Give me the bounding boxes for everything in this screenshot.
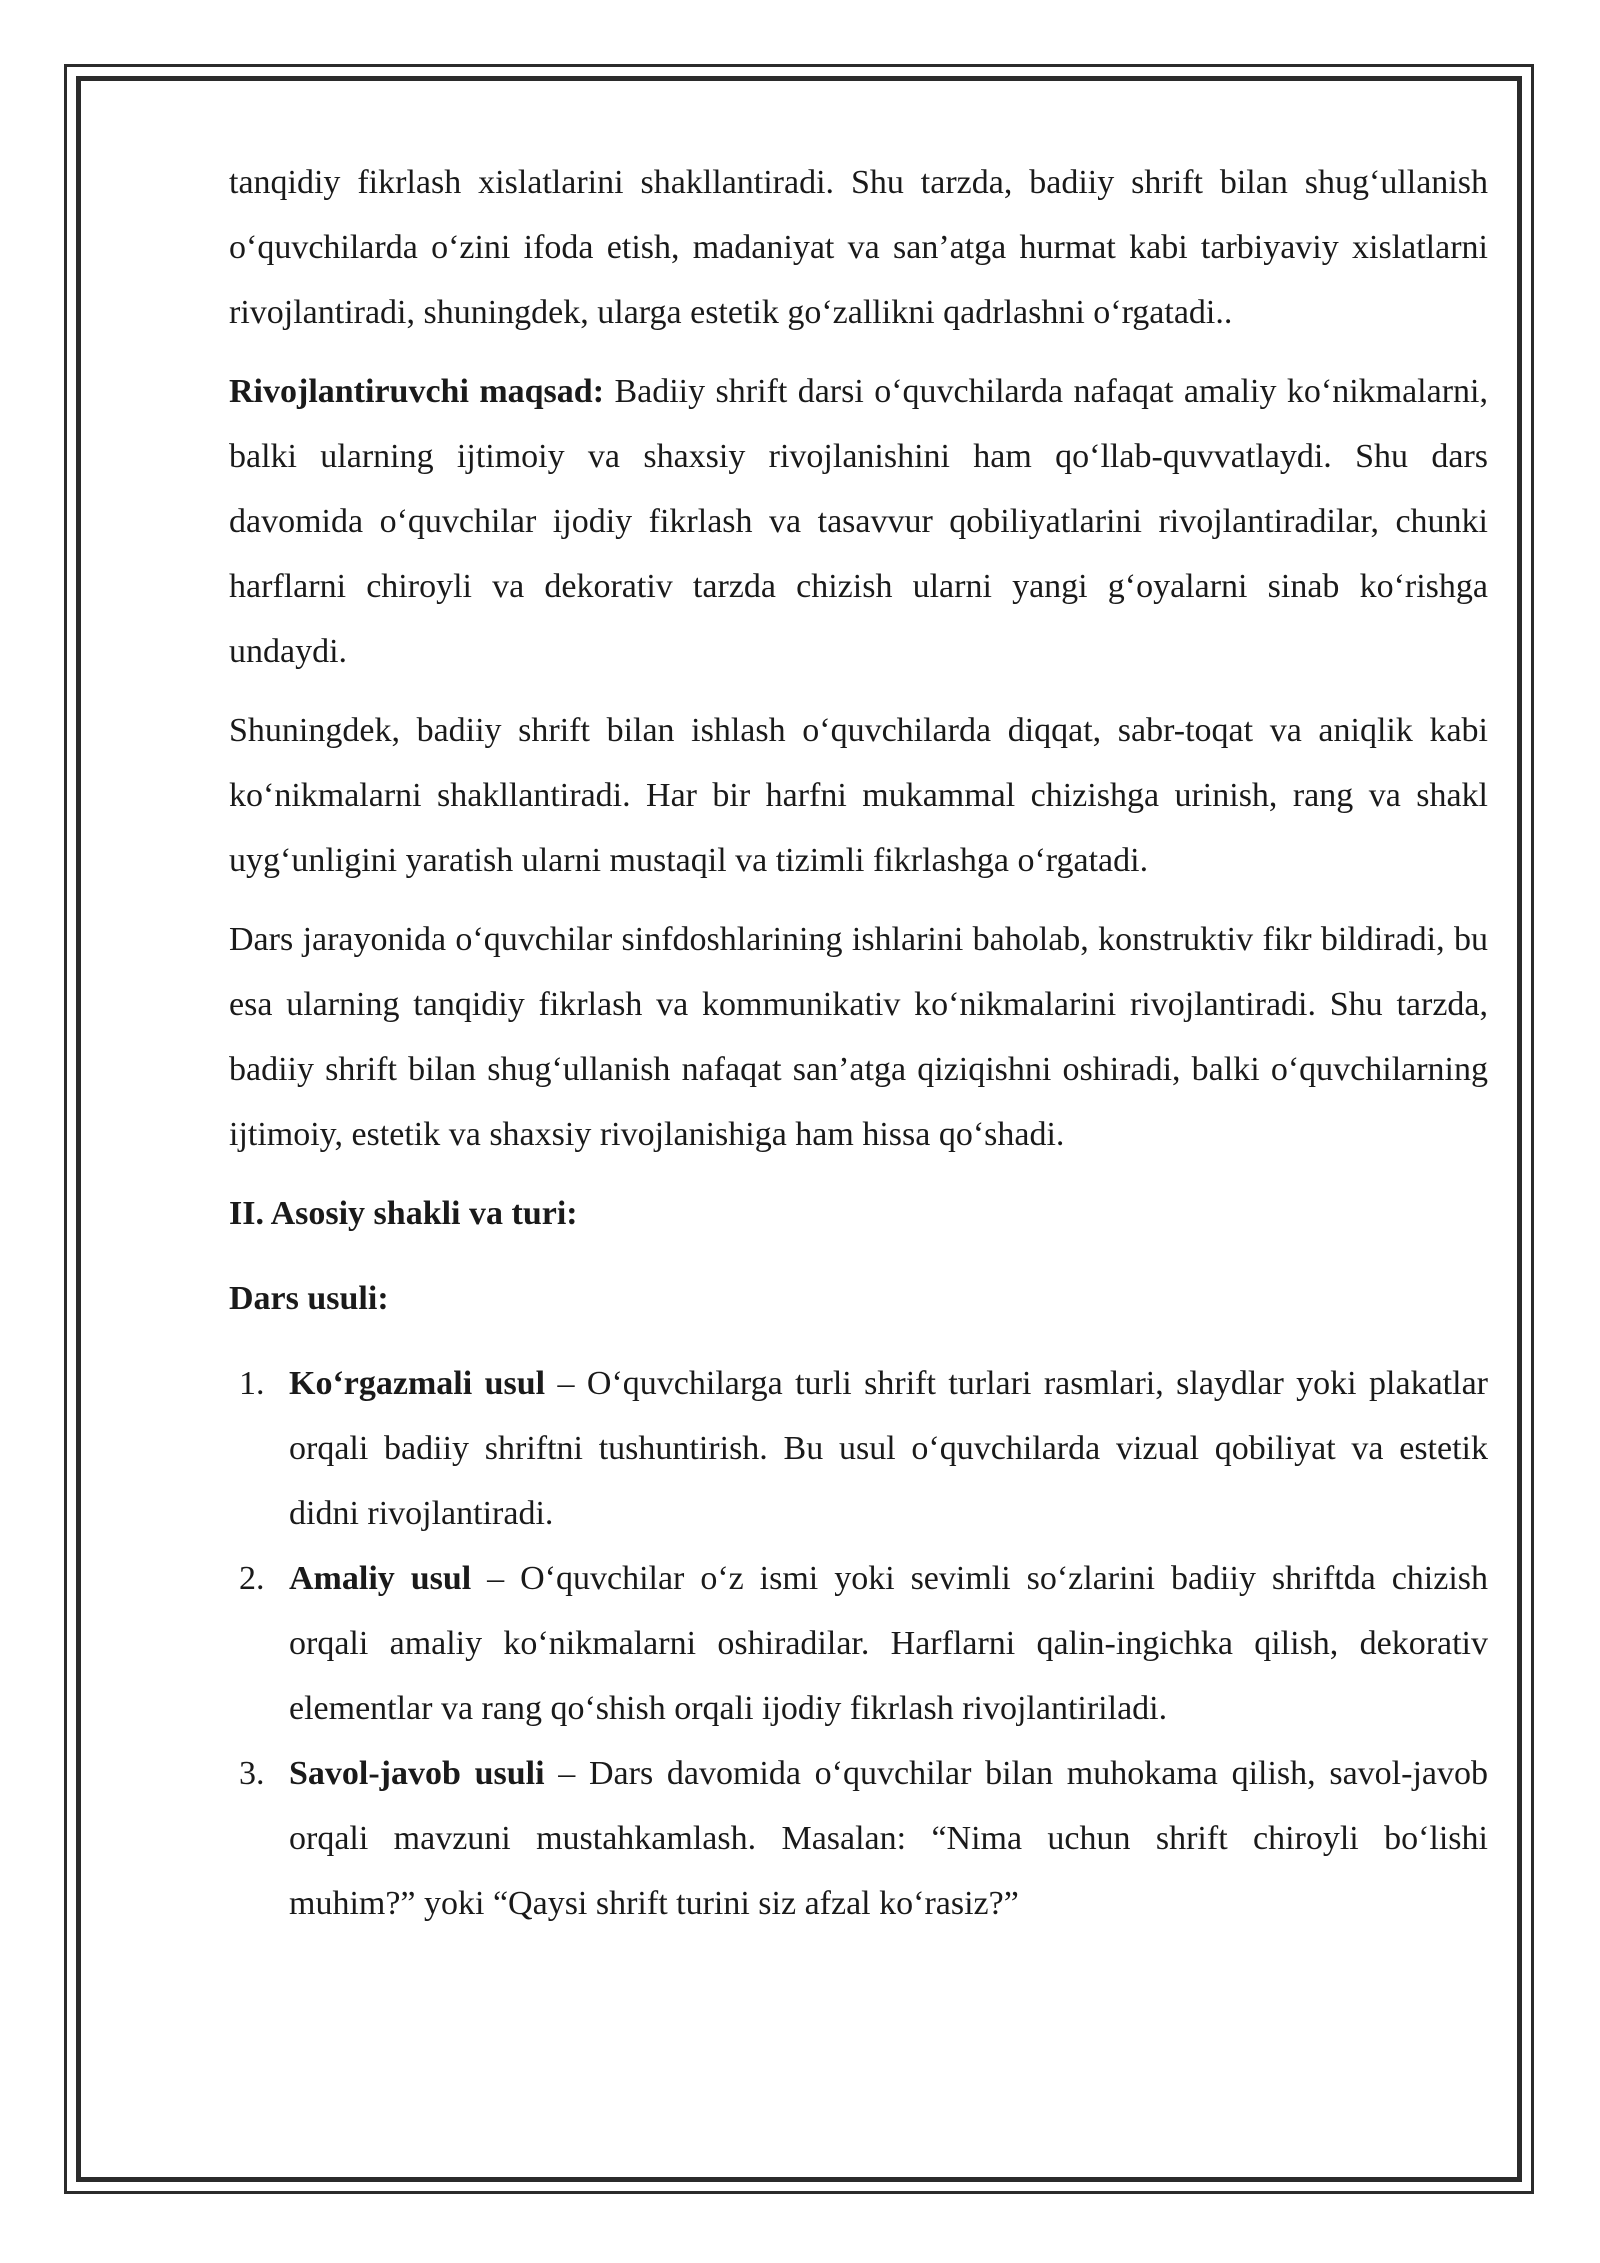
paragraph-intro: tanqidiy fikrlash xislatlarini shakllantiradi. Shu tarzda, badiiy shrift bilan shug‘ullanish o‘quvchilarda o‘zini ifoda etish, madaniyat va san’atga hurmat kabi tarbiyaviy xislatlarni rivojlantiradi, shuningdek, ularga estetik go‘zallikni qadrlashni o‘rgatadi..: [229, 164, 1488, 331]
method-title: Amaliy usul: [289, 1560, 472, 1597]
list-item-number: 1.: [239, 1365, 265, 1402]
method-title: Savol-javob usuli: [289, 1755, 545, 1792]
developmental-goal-text: Badiiy shrift darsi o‘quvchilarda nafaqat amaliy ko‘nikmalarni, balki ularning ijtimoiy va shaxsiy rivojlanishini ham qo‘llab-quvvatlaydi. Shu dars davomida o‘quvchilar ijodiy fikrlash va tasavvur qobiliyatlarini rivojlantiradilar, chunki harflarni chiroyli va dekorativ tarzda chizish ularni yangi g‘oyalarni sinab ko‘rishga undaydi.: [229, 373, 1488, 670]
list-item-number: 2.: [239, 1560, 265, 1597]
paragraph-process: Dars jarayonida o‘quvchilar sinfdoshlarining ishlarini baholab, konstruktiv fikr bildiradi, bu esa ularning tanqidiy fikrlash va kommunikativ ko‘nikmalarini rivojlantiradi. Shu tarzda, badiiy shrift bilan shug‘ullanish nafaqat san’atga qiziqishni oshiradi, balki o‘quvchilarning ijtimoiy, estetik va shaxsiy rivojlanishiga ham hissa qo‘shadi.: [229, 921, 1488, 1153]
list-item-number: 3.: [239, 1755, 265, 1792]
method-description: – Dars davomida o‘quvchilar bilan muhokama qilish, savol-javob orqali mavzuni mustahkamlash. Masalan: “Nima uchun shrift chiroyli bo‘lishi muhim?” yoki “Qaysi shrift turini siz afzal ko‘rasiz?”: [289, 1755, 1488, 1922]
developmental-goal-label: Rivojlantiruvchi maqsad:: [229, 373, 605, 410]
paragraph-skills: Shuningdek, badiiy shrift bilan ishlash o‘quvchilarda diqqat, sabr-toqat va aniqlik kabi ko‘nikmalarni shakllantiradi. Har bir harfni mukammal chizishga urinish, rang va shakl uyg‘unligini yaratish ularni mustaqil va tizimli fikrlashga o‘rgatadi.: [229, 712, 1488, 879]
paragraph-developmental-goal: [229, 359, 1488, 684]
method-description: – O‘quvchilarga turli shrift turlari rasmlari, slaydlar yoki plakatlar orqali badiiy shriftni tushuntirish. Bu usul o‘quvchilarda vizual qobiliyat va estetik didni rivojlantiradi.: [289, 1365, 1488, 1532]
list-item-method-1: [229, 1351, 1488, 1546]
list-item-method-2: [229, 1546, 1488, 1741]
methods-list: [229, 1351, 1488, 1936]
section-heading: II. Asosiy shakli va turi:: [229, 1195, 578, 1232]
document-body: [229, 150, 1488, 1936]
method-title: Ko‘rgazmali usul: [289, 1365, 546, 1402]
method-heading: Dars usuli:: [229, 1280, 389, 1317]
list-item-method-3: [229, 1741, 1488, 1936]
method-description: – O‘quvchilar o‘z ismi yoki sevimli so‘zlarini badiiy shriftda chizish orqali amaliy ko‘nikmalarni oshiradilar. Harflarni qalin-ingichka qilish, dekorativ elementlar va rang qo‘shish orqali ijodiy fikrlash rivojlantiriladi.: [289, 1560, 1489, 1727]
